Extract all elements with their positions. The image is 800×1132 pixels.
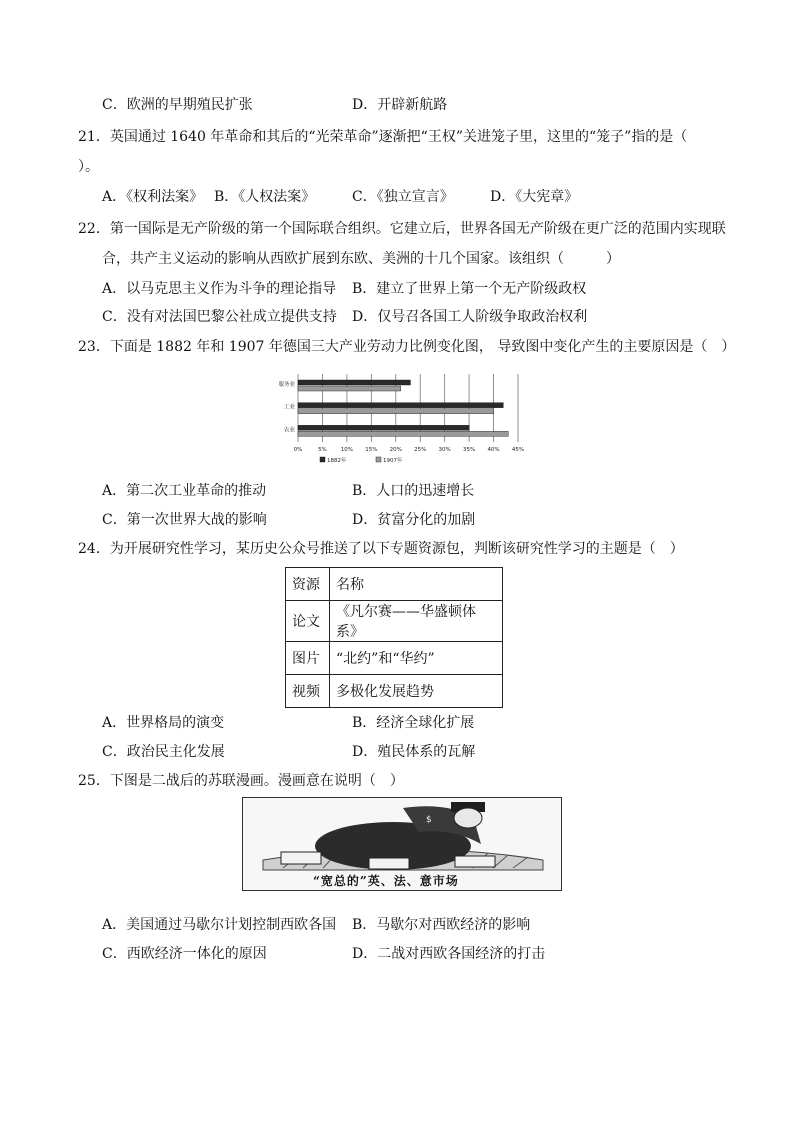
q23-option-d: D．贫富分化的加剧 [352, 512, 476, 528]
table-cell: 《凡尔赛——华盛顿体系》 [330, 601, 503, 642]
table-header-cell: 资源 [286, 568, 330, 601]
x-tick-label: 25% [414, 447, 427, 453]
q23-option-b: B．人口的迅速增长 [352, 483, 475, 499]
q21-option-c: C．《独立宣言》 [352, 189, 454, 205]
y-category-label: 服务业 [278, 382, 295, 388]
legend-swatch [320, 457, 325, 462]
q22-option-a: A．以马克思主义作为斗争的理论指导 [102, 281, 337, 297]
q24-stem: 24．为开展研究性学习，某历史公众号推送了以下专题资源包，判断该研究性学习的主题是（ ） [78, 541, 684, 557]
q25-option-d: D．二战对西欧各国经济的打击 [352, 946, 546, 962]
legend-label: 1882年 [327, 458, 347, 464]
bar-1882 [298, 403, 503, 408]
table-cell: 多极化发展趋势 [330, 675, 503, 708]
bar-1907 [298, 431, 508, 436]
x-tick-label: 35% [462, 447, 476, 453]
q23-option-c: C．第一次世界大战的影响 [102, 512, 267, 528]
q21-option-a: A．《权利法案》 [102, 189, 204, 205]
q21-option-d: D．《大宪章》 [490, 189, 579, 205]
table-cell: 视频 [286, 675, 330, 708]
labor-ratio-chart [268, 370, 530, 466]
x-tick-label: 40% [487, 447, 500, 453]
cartoon-caption: “宽总的”英、法、意市场 [313, 874, 459, 888]
bar-1882 [298, 380, 410, 385]
legend-swatch [376, 457, 381, 462]
labor-ratio-chart-svg [268, 370, 530, 466]
table-cell: 图片 [286, 642, 330, 675]
q20-option-c: C．欧洲的早期殖民扩张 [102, 97, 253, 113]
table-row [286, 675, 503, 708]
soviet-cartoon [242, 797, 562, 891]
q22-option-d: D．仅号召各国工人阶级争取政治权利 [352, 309, 588, 325]
x-tick-label: 30% [438, 447, 451, 453]
x-tick-label: 45% [511, 447, 525, 453]
x-tick-label: 15% [365, 447, 378, 453]
q22-stem-line2: 合，共产主义运动的影响从西欧扩展到东欧、美洲的十几个国家。该组织（ ） [102, 251, 620, 267]
q22-option-c: C．没有对法国巴黎公社成立提供支持 [102, 309, 337, 325]
y-category-label: 工业 [283, 404, 295, 411]
q25-stem: 25．下图是二战后的苏联漫画。漫画意在说明（ ） [78, 773, 404, 789]
legend-label: 1907年 [383, 458, 403, 464]
table-row [286, 601, 503, 642]
table-cell: “北约”和“华约” [330, 642, 503, 675]
q21-stem-line1: 21．英国通过 1640 年革命和其后的“光荣革命”逐渐把“王权”关进笼子里，这里的“笼子”指的是（ [78, 129, 688, 145]
q23-option-a: A．第二次工业革命的推动 [102, 483, 267, 499]
q21-stem-line2: ）。 [78, 159, 99, 175]
x-tick-label: 20% [389, 447, 402, 453]
table-cell: 论文 [286, 601, 330, 642]
dollar-sign-mark: $ [426, 815, 432, 825]
x-tick-label: 0% [293, 447, 303, 453]
q25-option-b: B．马歇尔对西欧经济的影响 [352, 917, 531, 933]
q21-option-b: B．《人权法案》 [214, 189, 316, 205]
y-category-label: 农业 [283, 427, 295, 434]
bar-1907 [298, 409, 494, 414]
q20-option-d: D．开辟新航路 [352, 97, 448, 113]
q24-option-b: B．经济全球化扩展 [352, 715, 475, 731]
q24-option-d: D．殖民体系的瓦解 [352, 744, 476, 760]
table-row [286, 642, 503, 675]
q24-option-a: A．世界格局的演变 [102, 715, 225, 731]
q22-option-b: B．建立了世界上第一个无产阶级政权 [352, 281, 587, 297]
q24-option-c: C．政治民主化发展 [102, 744, 225, 760]
table-header-row [286, 568, 503, 601]
x-tick-label: 5% [318, 447, 327, 453]
resource-table [285, 567, 503, 708]
bar-1907 [298, 386, 401, 391]
x-tick-label: 10% [340, 447, 354, 453]
table-header-cell: 名称 [330, 568, 503, 601]
q25-option-a: A．美国通过马歇尔计划控制西欧各国 [102, 917, 337, 933]
q25-option-c: C．西欧经济一体化的原因 [102, 946, 267, 962]
bar-1882 [298, 425, 469, 430]
q22-stem-line1: 22．第一国际是无产阶级的第一个国际联合组织。它建立后，世界各国无产阶级在更广泛的范围内实现联 [78, 221, 726, 237]
q23-stem: 23．下面是 1882 年和 1907 年德国三大产业劳动力比例变化图， 导致图中变化产生的主要原因是（ ） [78, 339, 736, 355]
